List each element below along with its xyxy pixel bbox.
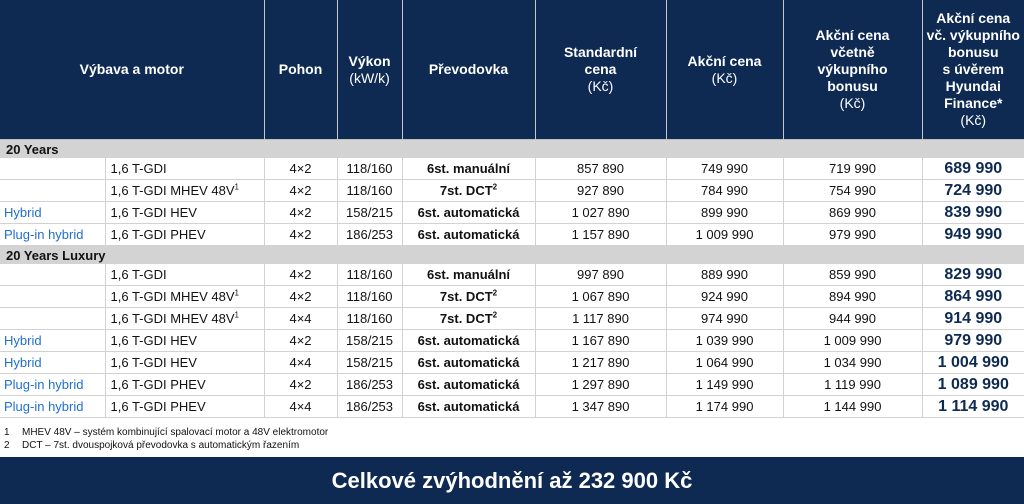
cell-powertrain-type-text: Plug-in hybrid [4,377,84,392]
cell-std-price-text: 1 027 890 [571,205,630,220]
cell-power [337,352,402,374]
cell-model [105,286,264,308]
cell-powertrain-type [0,308,105,330]
cell-gearbox [402,224,535,246]
cell-gearbox [402,202,535,224]
header-finance-line: bonusu [947,44,999,60]
section-title: 20 Years [0,140,1024,159]
cell-bonus-price-text: 754 990 [829,183,877,198]
cell-finance-price-text: 864 990 [944,287,1003,305]
cell-bonus-price-text: 944 990 [829,311,877,326]
cell-finance-price-text: 1 089 990 [937,375,1009,393]
cell-power [337,158,402,180]
cell-gearbox-text: 6st. automatická [417,399,520,414]
table-row [0,352,1024,374]
cell-std-price-text: 927 890 [577,183,625,198]
cell-power-text: 186/253 [346,227,394,242]
header-std-line: cena [584,61,617,77]
cell-power-text: 186/253 [346,377,394,392]
cell-drive-text: 4×2 [289,205,312,220]
header-power-label: Výkon [348,52,391,69]
cell-drive-text: 4×4 [289,399,312,414]
header-gearbox: Převodovka [402,0,535,140]
cell-gearbox-text: 6st. automatická [417,333,520,348]
header-finance-line: Akční cena [936,10,1011,26]
cell-std-price-text: 1 217 890 [571,355,630,370]
cell-promo-price-text: 1 039 990 [695,333,754,348]
cell-promo-price [666,330,783,352]
cell-promo-price-text: 749 990 [701,161,749,176]
cell-std-price [535,158,666,180]
cell-power-text: 118/160 [346,289,393,304]
cell-finance-price-text: 689 990 [944,159,1003,177]
cell-bonus-price-text: 1 144 990 [823,399,882,414]
cell-std-price [535,180,666,202]
cell-powertrain-type [0,224,105,246]
cell-power-text: 118/160 [346,267,393,282]
cell-bonus-price-text: 1 119 990 [824,377,881,392]
savings-banner: Celkové zvýhodnění až 232 900 Kč [0,457,1024,504]
table-row [0,396,1024,418]
header-std-line: Standardní [563,44,638,60]
table-row [0,330,1024,352]
cell-std-price-text: 1 067 890 [571,289,630,304]
cell-finance-price [922,308,1024,330]
footnote [4,439,328,452]
footnote-text: DCT – 7st. dvouspojková převodovka s automatickým řazením [22,440,300,451]
cell-power-text: 158/215 [346,205,394,220]
section-row [0,246,1024,265]
header-bonus-line: včetně [830,44,875,60]
cell-drive [264,374,337,396]
cell-powertrain-type [0,330,105,352]
cell-drive-text: 4×4 [289,355,312,370]
footnote-marker: 2 [492,310,498,320]
cell-model-text: 1,6 T-GDI PHEV [110,377,206,392]
cell-promo-price-text: 899 990 [701,205,749,220]
cell-finance-price [922,330,1024,352]
cell-power-text: 186/253 [346,399,394,414]
cell-power [337,396,402,418]
cell-bonus-price [783,308,922,330]
cell-gearbox-text: 6st. automatická [417,205,520,220]
cell-powertrain-type [0,264,105,286]
cell-gearbox [402,352,535,374]
cell-finance-price-text: 949 990 [944,225,1003,243]
cell-std-price-text: 997 890 [577,267,625,282]
cell-model-text: 1,6 T-GDI PHEV [110,399,206,414]
cell-power [337,264,402,286]
cell-finance-price-text: 1 114 990 [938,397,1009,415]
footnote-text: MHEV 48V – systém kombinující spalovací motor a 48V elektromotor [22,427,329,438]
cell-bonus-price-text: 1 034 990 [823,355,882,370]
cell-std-price [535,352,666,374]
cell-power-text: 118/160 [346,311,393,326]
cell-drive-text: 4×2 [289,161,312,176]
header-std-unit: (Kč) [587,78,614,94]
cell-promo-price [666,180,783,202]
cell-std-price-text: 1 167 890 [571,333,630,348]
cell-gearbox-text: 6st. automatická [417,355,520,370]
cell-finance-price-text: 839 990 [944,203,1003,221]
cell-model-text: 1,6 T-GDI HEV [110,205,197,220]
cell-drive [264,202,337,224]
header-finance-line: vč. výkupního [926,27,1020,43]
cell-finance-price-text: 914 990 [944,309,1003,327]
cell-bonus-price [783,352,922,374]
section-title: 20 Years Luxury [0,246,1024,265]
cell-model-text: 1,6 T-GDI [110,161,167,176]
cell-drive-text: 4×2 [289,227,312,242]
cell-promo-price-text: 1 174 990 [695,399,754,414]
cell-power [337,224,402,246]
cell-promo-price-text: 784 990 [701,183,749,198]
cell-power-text: 158/215 [346,355,394,370]
cell-bonus-price [783,396,922,418]
cell-gearbox-text: 7st. DCT [439,289,493,304]
cell-drive [264,180,337,202]
cell-promo-price-text: 889 990 [701,267,749,282]
cell-bonus-price [783,374,922,396]
cell-powertrain-type [0,286,105,308]
cell-bonus-price-text: 719 990 [829,161,877,176]
header-std-price [535,0,666,140]
cell-finance-price-text: 979 990 [944,331,1003,349]
cell-std-price [535,224,666,246]
cell-gearbox [402,286,535,308]
cell-power [337,330,402,352]
cell-power [337,308,402,330]
cell-gearbox-text: 6st. manuální [426,267,511,282]
table-row [0,180,1024,202]
header-bonus-line: Akční cena [815,27,890,43]
cell-model [105,158,264,180]
cell-powertrain-type-text: Plug-in hybrid [4,399,84,414]
cell-finance-price [922,180,1024,202]
cell-powertrain-type [0,202,105,224]
footnote-marker: 1 [234,182,239,192]
cell-finance-price [922,224,1024,246]
header-promo-unit: (Kč) [711,69,738,86]
cell-drive [264,308,337,330]
table-row [0,308,1024,330]
cell-std-price-text: 1 157 890 [571,227,630,242]
cell-model-text: 1,6 T-GDI MHEV 48V [110,311,235,326]
cell-power [337,286,402,308]
table-row [0,286,1024,308]
header-power-unit: (kW/k) [349,69,390,86]
cell-powertrain-type-text: Plug-in hybrid [4,227,84,242]
cell-model [105,352,264,374]
cell-drive [264,158,337,180]
header-drive: Pohon [264,0,337,140]
cell-finance-price-text: 1 004 990 [937,353,1009,371]
cell-powertrain-type [0,352,105,374]
cell-bonus-price-text: 859 990 [829,267,877,282]
cell-drive [264,330,337,352]
cell-bonus-price [783,330,922,352]
cell-finance-price [922,286,1024,308]
header-equipment: Výbava a motor [0,0,264,140]
cell-std-price-text: 1 347 890 [571,399,630,414]
cell-gearbox-text: 7st. DCT [439,183,493,198]
section-row [0,140,1024,159]
cell-model-text: 1,6 T-GDI HEV [110,333,197,348]
table-row [0,158,1024,180]
header-promo-line: Akční cena [687,52,762,69]
cell-powertrain-type-text: Hybrid [4,205,42,220]
cell-std-price [535,374,666,396]
table-body [0,140,1024,418]
footnotes [4,426,328,452]
footnote-marker: 1 [234,288,239,298]
cell-finance-price [922,202,1024,224]
cell-bonus-price-text: 979 990 [829,227,877,242]
table-row [0,202,1024,224]
cell-promo-price [666,158,783,180]
cell-finance-price [922,264,1024,286]
cell-powertrain-type [0,374,105,396]
cell-promo-price [666,352,783,374]
cell-drive-text: 4×2 [289,267,312,282]
table-row [0,264,1024,286]
cell-gearbox [402,330,535,352]
cell-promo-price [666,374,783,396]
cell-drive [264,396,337,418]
cell-power [337,374,402,396]
cell-bonus-price [783,158,922,180]
cell-promo-price-text: 974 990 [701,311,749,326]
cell-finance-price [922,396,1024,418]
cell-std-price-text: 1 117 890 [572,311,629,326]
cell-power [337,180,402,202]
cell-std-price-text: 1 297 890 [571,377,630,392]
cell-model [105,308,264,330]
header-bonus-line: bonusu [827,78,878,94]
cell-model-text: 1,6 T-GDI PHEV [110,227,206,242]
header-bonus-line: výkupního [817,61,888,77]
header-bonus-unit: (Kč) [839,95,866,111]
cell-model [105,374,264,396]
cell-gearbox [402,180,535,202]
cell-std-price [535,202,666,224]
cell-finance-price-text: 829 990 [944,265,1003,283]
cell-model [105,180,264,202]
header-promo-bonus [783,0,922,140]
cell-finance-price [922,374,1024,396]
cell-model-text: 1,6 T-GDI HEV [110,355,197,370]
header-promo-price [666,0,783,140]
cell-promo-price [666,224,783,246]
cell-model [105,396,264,418]
cell-powertrain-type [0,158,105,180]
cell-power-text: 118/160 [346,183,393,198]
header-finance-line: Finance* [944,95,1003,111]
cell-std-price [535,330,666,352]
cell-drive-text: 4×2 [289,289,312,304]
cell-gearbox [402,264,535,286]
cell-bonus-price [783,224,922,246]
cell-powertrain-type [0,396,105,418]
cell-bonus-price [783,180,922,202]
cell-bonus-price-text: 1 009 990 [823,333,882,348]
cell-power-text: 118/160 [346,161,393,176]
header-finance-line: s úvěrem [942,61,1004,77]
cell-drive-text: 4×2 [289,183,312,198]
cell-promo-price [666,202,783,224]
cell-gearbox-text: 6st. manuální [426,161,511,176]
cell-gearbox [402,374,535,396]
cell-model-text: 1,6 T-GDI MHEV 48V [110,183,235,198]
footnote-marker: 2 [492,182,498,192]
cell-finance-price [922,352,1024,374]
header-power [337,0,402,140]
cell-powertrain-type-text: Hybrid [4,355,42,370]
cell-power [337,202,402,224]
cell-bonus-price-text: 869 990 [829,205,877,220]
footnote-number: 1 [4,427,10,438]
cell-gearbox [402,308,535,330]
cell-promo-price-text: 1 009 990 [695,227,754,242]
cell-powertrain-type [0,180,105,202]
cell-gearbox-text: 6st. automatická [417,227,520,242]
header-finance-unit: (Kč) [960,112,987,128]
cell-std-price [535,286,666,308]
cell-gearbox [402,396,535,418]
table-row [0,224,1024,246]
cell-promo-price-text: 1 149 990 [695,377,754,392]
cell-drive-text: 4×2 [289,333,312,348]
footnote [4,426,328,439]
cell-promo-price-text: 924 990 [701,289,749,304]
cell-std-price-text: 857 890 [577,161,625,176]
cell-drive [264,264,337,286]
cell-promo-price-text: 1 064 990 [695,355,754,370]
footnote-marker: 1 [234,310,239,320]
cell-model [105,330,264,352]
cell-std-price [535,264,666,286]
cell-std-price [535,396,666,418]
cell-bonus-price [783,202,922,224]
cell-finance-price-text: 724 990 [944,181,1003,199]
cell-bonus-price-text: 894 990 [829,289,877,304]
cell-promo-price [666,286,783,308]
cell-power-text: 158/215 [346,333,394,348]
cell-drive [264,224,337,246]
cell-model-text: 1,6 T-GDI [110,267,167,282]
table-row [0,374,1024,396]
cell-bonus-price [783,264,922,286]
cell-model [105,224,264,246]
cell-promo-price [666,308,783,330]
cell-promo-price [666,396,783,418]
cell-drive [264,286,337,308]
cell-powertrain-type-text: Hybrid [4,333,42,348]
footnote-number: 2 [4,440,10,451]
footnote-marker: 2 [492,288,498,298]
cell-drive-text: 4×4 [289,311,312,326]
cell-drive [264,352,337,374]
header-promo-finance [922,0,1024,140]
header-row [0,0,1024,140]
cell-gearbox-text: 7st. DCT [439,311,493,326]
cell-std-price [535,308,666,330]
cell-model [105,202,264,224]
header-finance-line: Hyundai [945,78,1001,94]
cell-model-text: 1,6 T-GDI MHEV 48V [110,289,235,304]
cell-gearbox-text: 6st. automatická [417,377,520,392]
cell-drive-text: 4×2 [289,377,312,392]
cell-model [105,264,264,286]
cell-bonus-price [783,286,922,308]
cell-promo-price [666,264,783,286]
cell-finance-price [922,158,1024,180]
cell-gearbox [402,158,535,180]
